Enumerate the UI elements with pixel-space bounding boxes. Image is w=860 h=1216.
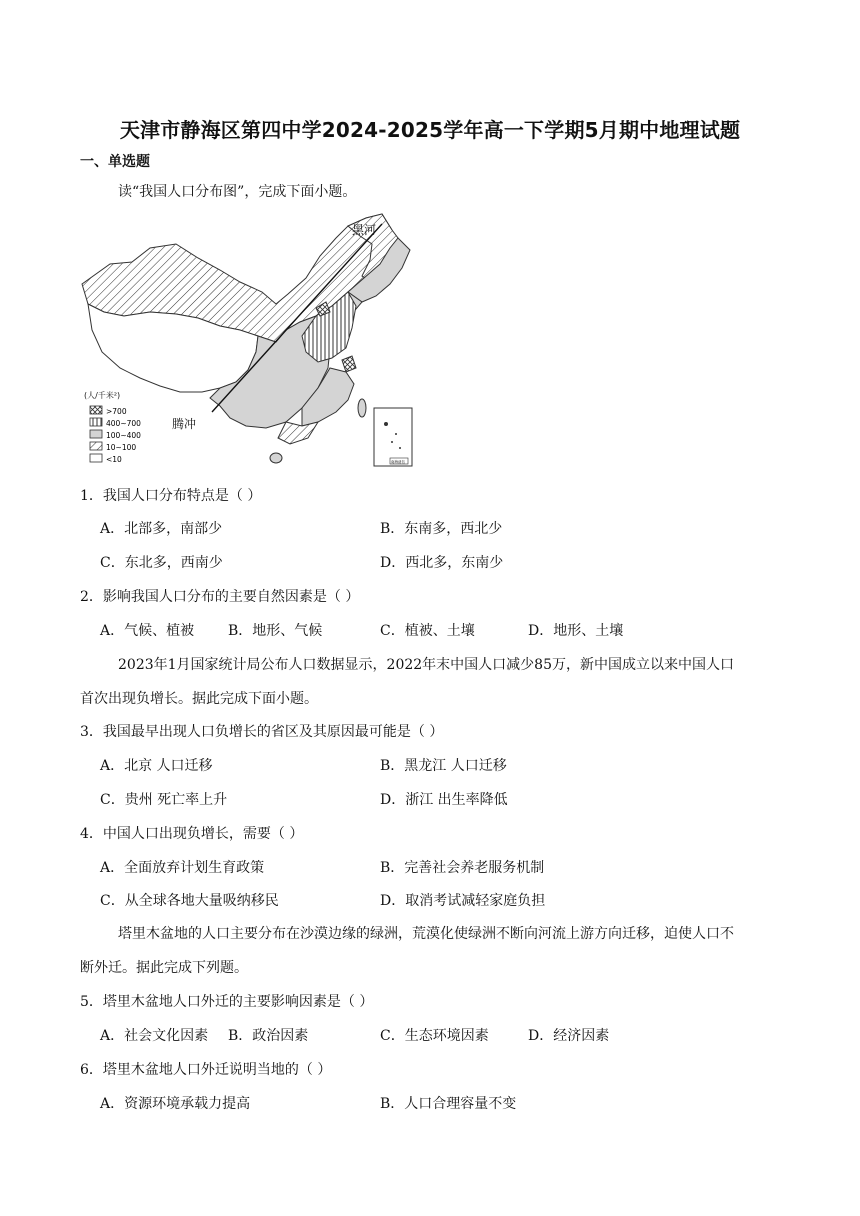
q2-option-a[interactable]: A．气候、植被 xyxy=(100,623,195,639)
question-3: 3．我国最早出现人口负增长的省区及其原因最可能是（ ） xyxy=(80,724,444,740)
legend-unit: (人/千米²) xyxy=(84,391,121,400)
question-4: 4．中国人口出现负增长，需要（ ） xyxy=(80,826,304,842)
map-legend xyxy=(84,390,141,464)
south-china-sea-inset xyxy=(374,408,412,466)
q6-option-b[interactable]: B．人口合理容量不变 xyxy=(380,1096,517,1112)
island-taiwan xyxy=(358,399,366,417)
q1-option-c[interactable]: C．东北多，西南少 xyxy=(100,555,223,571)
question-2: 2．影响我国人口分布的主要自然因素是（ ） xyxy=(80,589,360,605)
legend-item-2: 400~700 xyxy=(106,419,141,428)
q5-option-a[interactable]: A．社会文化因素 xyxy=(100,1028,209,1044)
region-dense-east xyxy=(342,356,356,372)
region-south-coast xyxy=(278,422,318,444)
q2-option-d[interactable]: D．地形、土壤 xyxy=(528,623,624,639)
q5-option-d[interactable]: D．经济因素 xyxy=(528,1028,610,1044)
q6-option-a[interactable]: A．资源环境承载力提高 xyxy=(100,1096,251,1112)
legend-item-5: <10 xyxy=(106,455,122,464)
label-heihe: 黑河 xyxy=(352,223,377,237)
intro-text-3-line-1: 塔里木盆地的人口主要分布在沙漠边缘的绿洲，荒漠化使绿洲不断向河流上游方向迁移，迫使人口不 xyxy=(118,926,734,942)
q3-option-b[interactable]: B．黑龙江 人口迁移 xyxy=(380,758,507,774)
inset-label: 南海诸岛 xyxy=(391,460,405,464)
q1-option-a[interactable]: A．北部多，南部少 xyxy=(100,521,223,537)
q4-option-c[interactable]: C．从全球各地大量吸纳移民 xyxy=(100,893,279,909)
question-6: 6．塔里木盆地人口外迁说明当地的（ ） xyxy=(80,1062,332,1078)
q2-option-c[interactable]: C．植被、土壤 xyxy=(380,623,475,639)
label-tengchong: 腾冲 xyxy=(172,417,197,431)
q1-option-b[interactable]: B．东南多，西北少 xyxy=(380,521,503,537)
intro-text-2-line-1: 2023年1月国家统计局公布人口数据显示，2022年末中国人口减少85万，新中国成立以来中国人口 xyxy=(118,657,734,673)
q4-option-d[interactable]: D．取消考试减轻家庭负担 xyxy=(380,893,546,909)
intro-text-1: 读“我国人口分布图”，完成下面小题。 xyxy=(118,184,357,200)
q4-option-b[interactable]: B．完善社会养老服务机制 xyxy=(380,860,545,876)
section-heading: 一、单选题 xyxy=(80,154,150,170)
intro-text-3-line-2: 断外迁。据此完成下列题。 xyxy=(80,960,248,976)
q2-option-b[interactable]: B．地形、气候 xyxy=(228,623,323,639)
q5-option-c[interactable]: C．生态环境因素 xyxy=(380,1028,489,1044)
population-map xyxy=(80,212,420,470)
island-hainan xyxy=(270,453,282,463)
q1-option-d[interactable]: D．西北多，东南少 xyxy=(380,555,504,571)
q3-option-a[interactable]: A．北京 人口迁移 xyxy=(100,758,213,774)
q4-option-a[interactable]: A．全面放弃计划生育政策 xyxy=(100,860,265,876)
q3-option-c[interactable]: C．贵州 死亡率上升 xyxy=(100,792,228,808)
q3-option-d[interactable]: D．浙江 出生率降低 xyxy=(380,792,508,808)
intro-text-2-line-2: 首次出现负增长。据此完成下面小题。 xyxy=(80,691,318,707)
page-title: 天津市静海区第四中学2024-2025学年高一下学期5月期中地理试题 xyxy=(119,118,741,142)
question-5: 5．塔里木盆地人口外迁的主要影响因素是（ ） xyxy=(80,994,374,1010)
legend-item-3: 100~400 xyxy=(106,431,141,440)
question-1: 1．我国人口分布特点是（ ） xyxy=(80,488,262,504)
legend-item-4: 10~100 xyxy=(106,443,137,452)
legend-item-1: >700 xyxy=(106,407,127,416)
q5-option-b[interactable]: B．政治因素 xyxy=(228,1028,309,1044)
